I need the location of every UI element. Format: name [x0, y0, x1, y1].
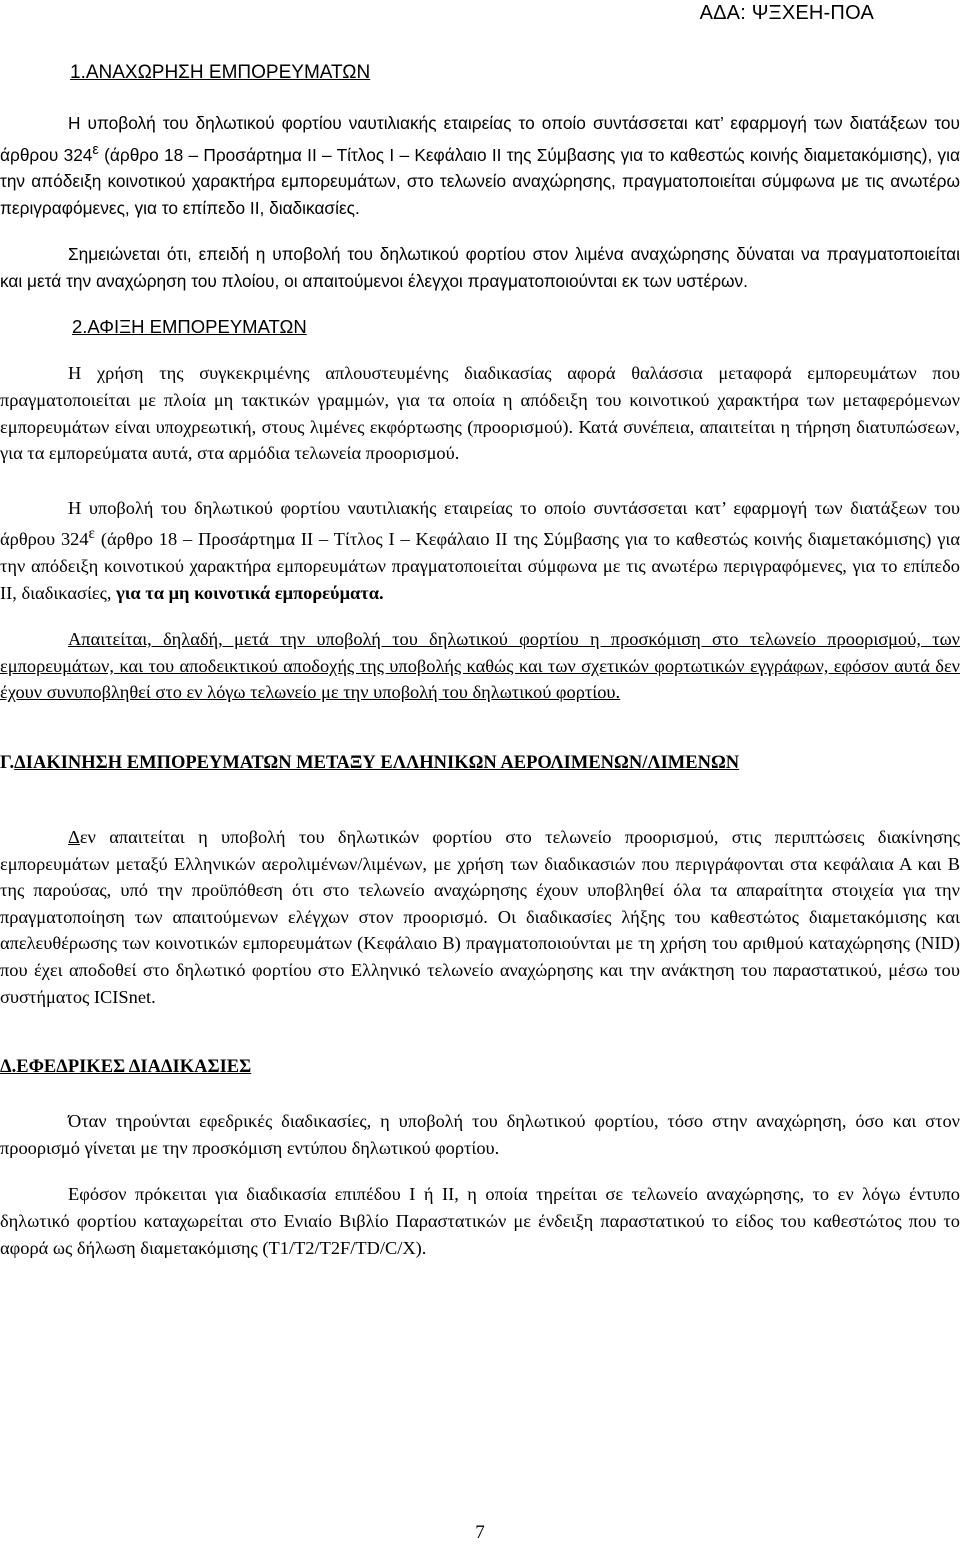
section-1-paragraph-1: Η υποβολή του δηλωτικού φορτίου ναυτιλιακής εταιρείας το οποίο συντάσσεται κατ’ εφαρμογή των διατάξεων του άρθρου $324^\varepsilon$ (άρθρο 18 – Προσάρτημα ΙΙ – Τίτλος Ι – Κεφάλαιο ΙΙ της Σύμβασης για το καθεστώς κοινής διαμετακόμισης), για την απόδειξη κοινοτικού χαρακτήρα εμπορευμάτων, στο τελωνείο αναχώρησης, πραγματοποιείται σύμφωνα με τις ανωτέρω περιγραφόμενες, για το επίπεδο ΙΙ, διαδικασίες. — [0, 113, 960, 218]
section-g-title: Γ.ΔΙΑΚΙΝΗΣΗ ΕΜΠΟΡΕΥΜΑΤΩΝ ΜΕΤΑΞΥ ΕΛΛΗΝΙΚΩΝ ΑΕΡΟΛΙΜΕΝΩΝ/ΛΙΜΕΝΩΝ — [0, 752, 740, 773]
section-2-paragraph-2: Η υποβολή του δηλωτικού φορτίου ναυτιλιακής εταιρείας το οποίο συντάσσεται κατ’ εφαρμογή των διατάξεων του άρθρου $324^\varepsilon$ (άρθρο 18 – Προσάρτημα ΙΙ – Τίτλος Ι – Κεφάλαιο ΙΙ της Σύμβασης για το καθεστώς κοινής διαμετακόμισης) για την απόδειξη κοινοτικού χαρακτήρα εμπορευμάτων πραγματοποιείται σύμφωνα με τις ανωτέρω περιγραφόμενες, για το επίπεδο ΙΙ, διαδικασίες, για τα μη κοινοτικά εμπορεύματα. — [0, 497, 960, 603]
section-g-paragraph-1: Δεν απαιτείται η υποβολή του δηλωτικών φορτίου στο τελωνείο προορισμού, στις περιπτώσεις διακίνησης εμπορευμάτων μεταξύ Ελληνικών αερολιμένων/λιμένων, με χρήση των διαδικασιών που περιγράφονται στα κεφάλαια Α και Β της παρούσας, υπό την προϋπόθεση ότι στο τελωνείο αναχώρησης έχουν υποβληθεί όλα τα απαραίτητα στοιχεία για την πραγματοποίηση των απαιτούμενων ελέγχων στον προορισμό. Οι διαδικασίες λήξης του καθεστώτος διαμετακόμισης και απελευθέρωσης των κοινοτικών εμπορευμάτων (Κεφάλαιο Β) πραγματοποιούνται με τη χρήση του αριθμού καταχώρησης (NID) που έχει αποδοθεί στο δηλωτικό φορτίου στο Ελληνικό τελωνείο αναχώρησης και την ανάκτηση του παραστατικού, μέσω του συστήματος ICISnet. — [0, 826, 960, 1007]
section-2-paragraph-3: Απαιτείται, δηλαδή, μετά την υποβολή του δηλωτικού φορτίου η προσκόμιση στο τελωνείο προορισμού, των εμπορευμάτων, και του αποδεικτικού αποδοχής της υποβολής καθώς και των σχετικών φορτωτικών εγγράφων, εφόσον αυτά δεν έχουν συνυποβληθεί στο εν λόγω τελωνείο με την υποβολή του δηλωτικού φορτίου. — [0, 629, 960, 703]
section-1-paragraph-2: Σημειώνεται ότι, επειδή η υποβολή του δηλωτικού φορτίου στον λιμένα αναχώρησης δύναται να πραγματοποιείται και μετά την αναχώρηση του πλοίου, οι απαιτούμενοι έλεγχοι πραγματοποιούνται εκ των υστέρων. — [0, 244, 960, 291]
section-d-paragraph-1: Όταν τηρούνται εφεδρικές διαδικασίες, η υποβολή του δηλωτικού φορτίου, τόσο στην αναχώρηση, όσο και στον προορισμό γίνεται με την προσκόμιση εντύπου δηλωτικού φορτίου. — [0, 1111, 960, 1158]
section-d-paragraph-2: Εφόσον πρόκειται για διαδικασία επιπέδου Ι ή ΙΙ, η οποία τηρείται σε τελωνείο αναχώρησης, το εν λόγω έντυπο δηλωτικό φορτίου καταχωρείται στο Ενιαίο Βιβλίο Παραστατικών με ένδειξη παραστατικού το είδος του καθεστώτος που το αφορά ως δήλωση διαμετακόμισης (T1/T2/T2F/TD/C/X). — [0, 1184, 960, 1258]
document-body — [0, 60, 960, 1261]
section-d-title: Δ.ΕΦΕΔΡΙΚΕΣ ΔΙΑΔΙΚΑΣΙΕΣ — [0, 1057, 252, 1078]
section-1-title: 1.ΑΝΑΧΩΡΗΣΗ ΕΜΠΟΡΕΥΜΑΤΩΝ — [70, 62, 371, 83]
document-id: ΑΔΑ: ΨΞΧΕΗ-ΠΟΑ — [699, 2, 874, 24]
page-number: 7 — [475, 1522, 485, 1543]
section-2-paragraph-1: Η χρήση της συγκεκριμένης απλουστευμένης διαδικασίας αφορά θαλάσσια μεταφορά εμπορευμάτων που πραγματοποιείται με πλοία μη τακτικών γραμμών, για τα οποία η απόδειξη του κοινοτικού χαρακτήρα των μεταφερόμενων εμπορευμάτων είναι υποχρεωτική, στους λιμένες εκφόρτωσης (προορισμού). Κατά συνέπεια, απαιτείται η τήρηση διατυπώσεων, για τα εμπορεύματα αυτά, στα αρμόδια τελωνεία προορισμού. — [0, 363, 960, 464]
section-2-title: 2.ΑΦΙΞΗ ΕΜΠΟΡΕΥΜΑΤΩΝ — [72, 316, 307, 338]
